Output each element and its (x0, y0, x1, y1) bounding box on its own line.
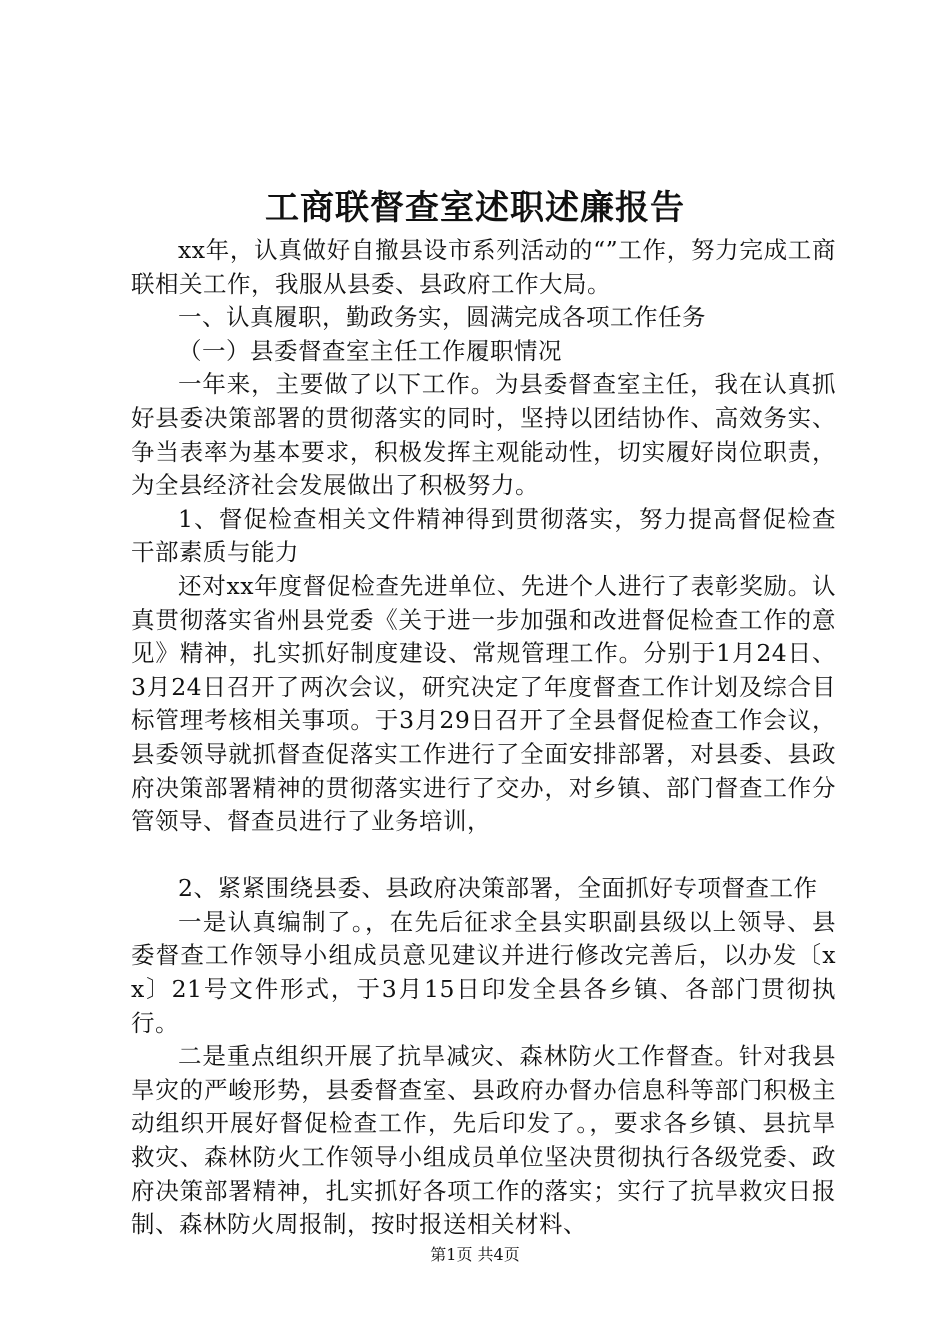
section-heading-1: 一、认真履职，勤政务实，圆满完成各项工作任务 (178, 303, 706, 332)
document-title: 工商联督查室述职述廉报告 (265, 188, 685, 228)
item-heading-2: 2、紧紧围绕县委、县政府决策部署，全面抓好专项督查工作 (178, 874, 818, 903)
paragraph-work-summary: 一年来，主要做了以下工作。为县委督查室主任，我在认真抓好县委决策部署的贯彻落实的同时，坚持以团结协作、高效务实、争当表率为基本要求，积极发挥主观能动性，切实履好岗位职责，为全县经济社会发展做出了积极努力。 (131, 370, 836, 500)
subsection-heading-1: （一）县委督查室主任工作履职情况 (178, 336, 562, 365)
paragraph-item-1: 还对xx年度督促检查先进单位、先进个人进行了表彰奖励。认真贯彻落实省州县党委《关于进一步加强和改进督促检查工作的意见》精神，扎实抓好制度建设、常规管理工作。分别于1月24日、3月24日召开了两次会议，研究决定了年度督查工作计划及综合目标管理考核相关事项。于3月29日召开了全县督促检查工作会议，县委领导就抓督查促落实工作进行了全面安排部署，对县委、县政府决策部署精神的贯彻落实进行了交办，对乡镇、部门督查工作分管领导、督查员进行了业务培训， (131, 571, 836, 836)
paragraph-point-1: 一是认真编制了。，在先后征求全县实职副县级以上领导、县委督查工作领导小组成员意见建议并进行修改完善后，以办发〔xx〕21号文件形式，于3月15日印发全县各乡镇、各部门贯彻执行。 (131, 907, 836, 1037)
paragraph-point-2: 二是重点组织开展了抗旱减灾、森林防火工作督查。针对我县旱灾的严峻形势，县委督查室、县政府办督办信息科等部门积极主动组织开展好督促检查工作，先后印发了。，要求各乡镇、县抗旱救灾、森林防火工作领导小组成员单位坚决贯彻执行各级党委、政府决策部署精神，扎实抓好各项工作的落实；实行了抗旱救灾日报制、森林防火周报制，按时报送相关材料、 (131, 1042, 836, 1239)
item-heading-1: 1、督促检查相关文件精神得到贯彻落实，努力提高督促检查干部素质与能力 (131, 504, 836, 567)
page-number: 第1页 共4页 (430, 1245, 520, 1264)
document-body (131, 234, 836, 1242)
paragraph-intro: xx年，认真做好自撤县设市系列活动的“”工作，努力完成工商联相关工作，我服从县委、县政府工作大局。 (131, 236, 836, 298)
paragraph-spacer (131, 839, 836, 873)
